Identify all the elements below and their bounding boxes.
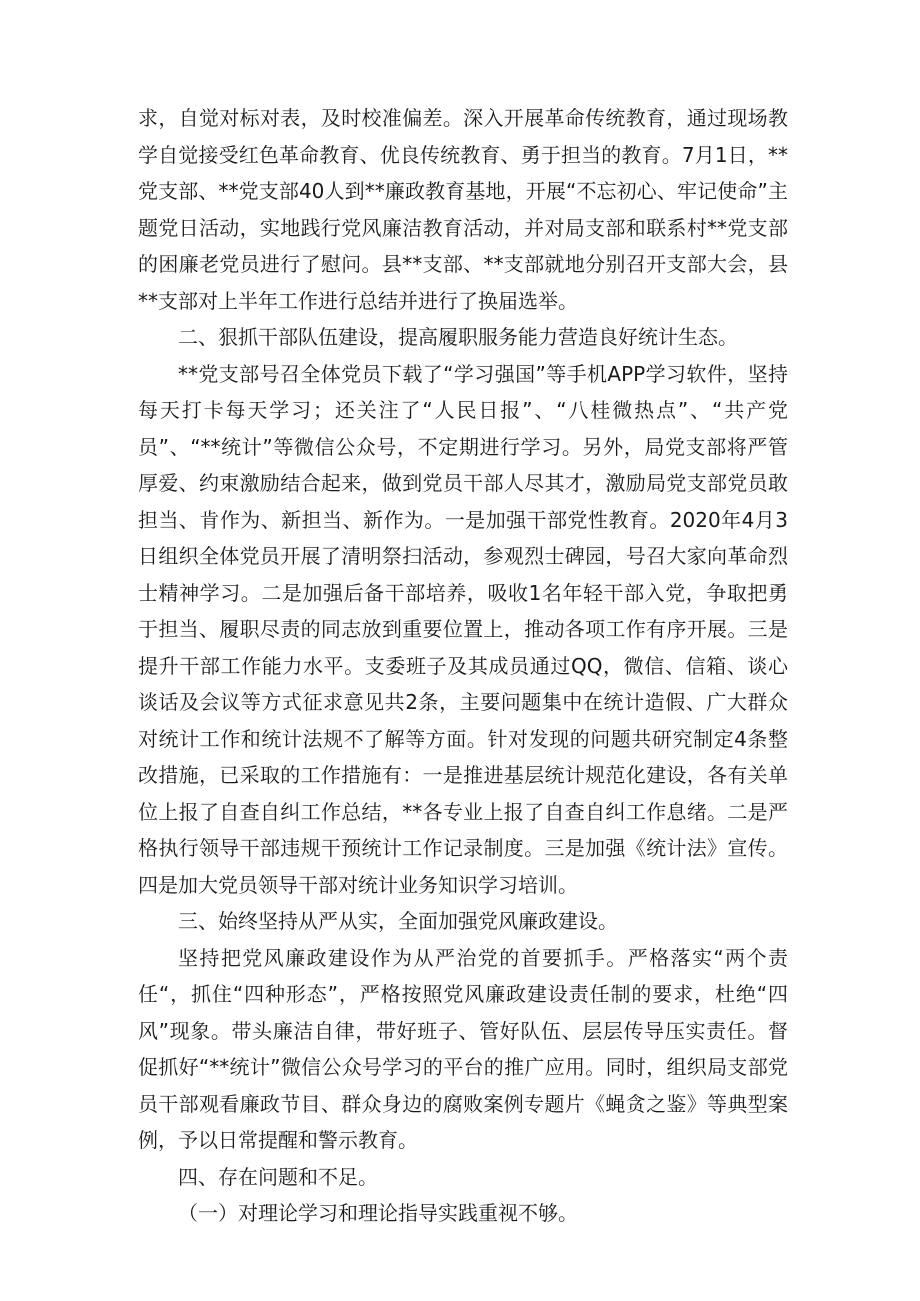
subsection-heading-one: （一）对理论学习和理论指导实践重视不够。 <box>178 1201 578 1225</box>
document-body <box>138 100 788 1232</box>
section-heading-three: 三、始终坚持从严从实，全面加强党风廉政建设。 <box>178 909 618 933</box>
paragraph-cadre-building: **党支部号召全体党员下载了“学习强国”等手机APP学习软件，坚持每天打卡每天学习；还关注了“人民日报”、“八桂微热点”、“共产党员”、“**统计”等微信公众号，不定期进行学习。另外，局党支部将严管厚爱、约束激励结合起来，做到党员干部人尽其才，激励局党支部党员敢担当、肯作为、新担当、新作为。一是加强干部党性教育。2020年4月3日组织全体党员开展了清明祭扫活动，参观烈士碑园，号召大家向革命烈士精神学习。二是加强后备干部培养，吸收1名年轻干部入党，争取把勇于担当、履职尽责的同志放到重要位置上，推动各项工作有序开展。三是提升干部工作能力水平。支委班子及其成员通过QQ，微信、信箱、谈心谈话及会议等方式征求意见共2条，主要问题集中在统计造假、广大群众对统计工作和统计法规不了解等方面。针对发现的问题共研究制定4条整改措施，已采取的工作措施有：一是推进基层统计规范化建设，各有关单位上报了自查自纠工作总结，**各专业上报了自查自纠工作息绪。二是严格执行领导干部违规干预统计工作记录制度。三是加强《统计法》宣传。四是加大党员领导干部对统计业务知识学习培训。 <box>138 361 788 897</box>
section-heading-four: 四、存在问题和不足。 <box>178 1164 378 1189</box>
paragraph-continuation: 求，自觉对标对表，及时校准偏差。深入开展革命传统教育，通过现场教学自觉接受红色革命教育、优良传统教育、勇于担当的教育。7月1日，**党支部、**党支部40人到**廉政教育基地，开展“不忘初心、牢记使命”主题党日活动，实地践行党风廉洁教育活动，并对局支部和联系村**党支部的困廉老党员进行了慰问。县**支部、**支部就地分别召开支部大会，县**支部对上半年工作进行总结并进行了换届选举。 <box>138 106 788 313</box>
paragraph-integrity: 坚持把党风廉政建设作为从严治党的首要抓手。严格落实“两个责任“，抓住“四种形态”，严格按照党风廉政建设责任制的要求，杜绝“四风”现象。带头廉洁自律，带好班子、管好队伍、层层传导压实责任。督促抓好“**统计”微信公众号学习的平台的推广应用。同时，组织局支部党员干部观看廉政节目、群众身边的腐败案例专题片《蝇贪之鉴》等典型案例，予以日常提醒和警示教育。 <box>138 945 788 1152</box>
section-heading-two: 二、狠抓干部队伍建设，提高履职服务能力营造良好统计生态。 <box>178 325 738 349</box>
